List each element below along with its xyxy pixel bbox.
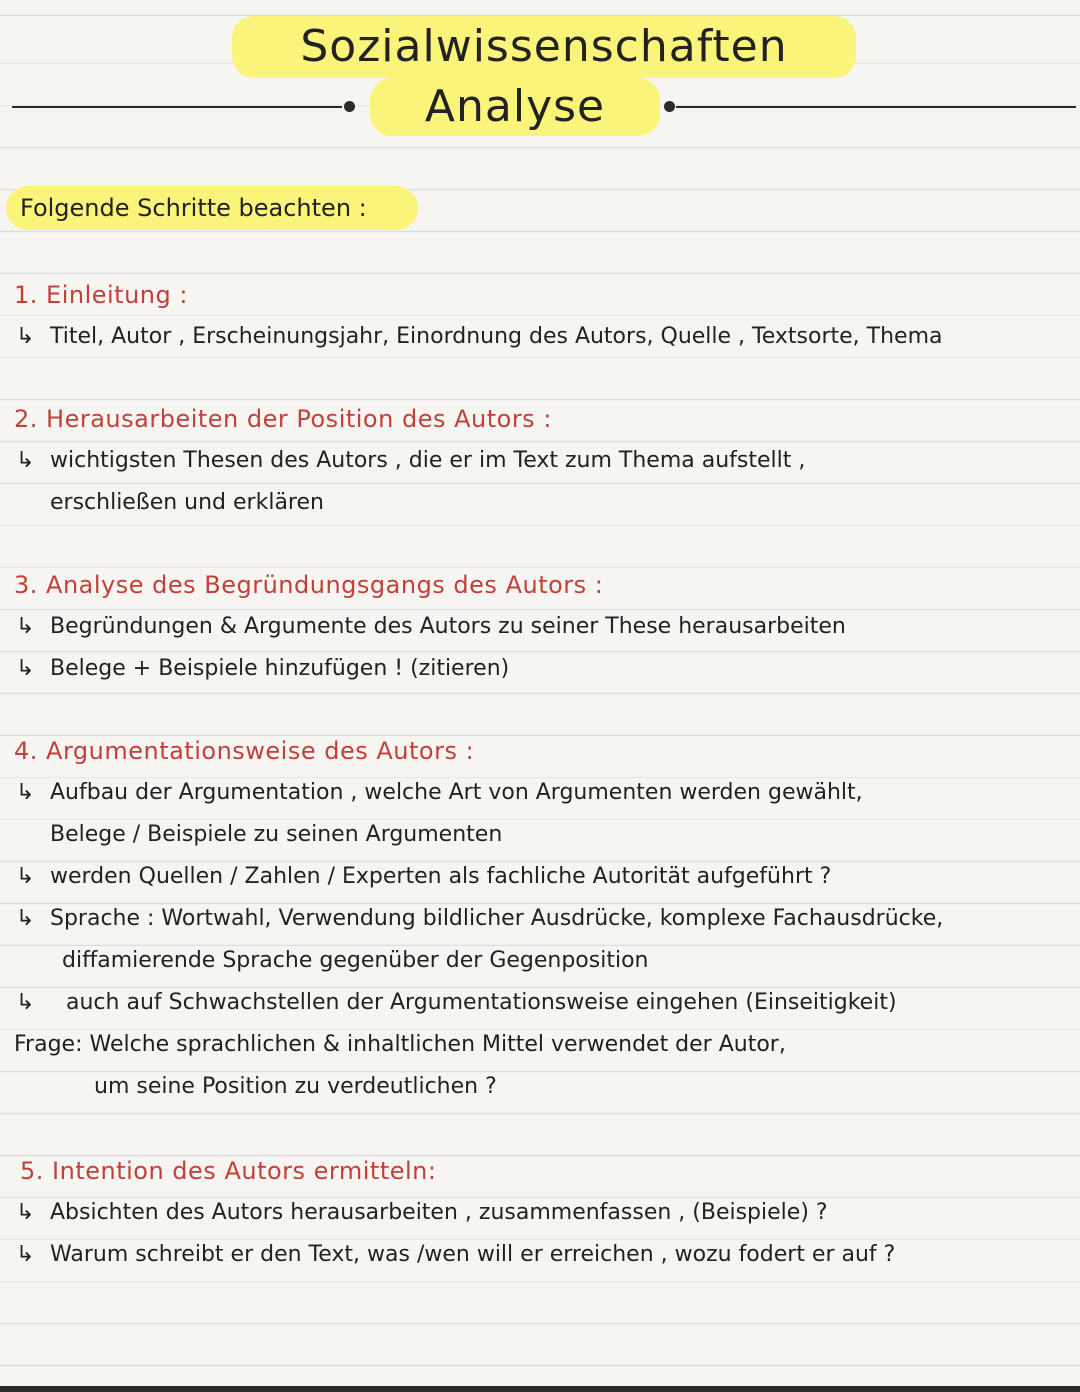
list-item-continuation: diffamierende Sprache gegenüber der Gegenposition	[62, 948, 649, 973]
arrow-icon: ↳	[16, 864, 35, 889]
page-subtitle: Analyse	[370, 78, 660, 136]
section-position	[14, 398, 1064, 524]
list-item-continuation: erschließen und erklären	[50, 490, 324, 515]
intro-label: Folgende Schritte beachten :	[6, 186, 418, 230]
question-continuation: um seine Position zu verdeutlichen ?	[94, 1074, 497, 1099]
arrow-icon: ↳	[16, 1200, 35, 1225]
section-einleitung	[14, 274, 1064, 358]
arrow-icon: ↳	[16, 906, 35, 931]
question-line	[14, 1024, 1064, 1066]
section-begruendung	[14, 564, 1064, 690]
arrow-icon: ↳	[16, 780, 35, 805]
list-item: ↳ Begründungen & Argumente des Autors zu seiner These herausarbeiten	[14, 606, 1064, 648]
arrow-icon: ↳	[16, 656, 35, 681]
list-item: ↳ auch auf Schwachstellen der Argumentationsweise eingehen (Einseitigkeit)	[14, 982, 1064, 1024]
question-label: Frage:	[14, 1032, 83, 1057]
page-bottom-edge	[0, 1386, 1080, 1392]
list-item: ↳ Titel, Autor , Erscheinungsjahr, Einordnung des Autors, Quelle , Textsorte, Thema	[14, 316, 1064, 358]
arrow-icon: ↳	[16, 1242, 35, 1267]
list-item-continuation: Belege / Beispiele zu seinen Argumenten	[50, 822, 503, 847]
list-item: ↳ wichtigsten Thesen des Autors , die er im Text zum Thema aufstellt ,	[14, 440, 1064, 482]
question-text: Welche sprachlichen & inhaltlichen Mittel verwendet der Autor,	[89, 1032, 786, 1057]
list-item: ↳ werden Quellen / Zahlen / Experten als fachliche Autorität aufgeführt ?	[14, 856, 1064, 898]
list-item: ↳ Aufbau der Argumentation , welche Art von Argumenten werden gewählt,	[14, 772, 1064, 814]
title-rule-right	[676, 106, 1076, 108]
page-title: Sozialwissenschaften	[232, 16, 856, 78]
section-heading: 2. Herausarbeiten der Position des Autors :	[14, 405, 552, 433]
list-item: ↳ Belege + Beispiele hinzufügen ! (zitieren)	[14, 648, 1064, 690]
section-heading: 1. Einleitung :	[14, 281, 188, 309]
section-heading: 4. Argumentationsweise des Autors :	[14, 737, 475, 765]
title-dot-left	[344, 101, 355, 112]
title-dot-right	[664, 101, 675, 112]
list-item: ↳ Sprache : Wortwahl, Verwendung bildlicher Ausdrücke, komplexe Fachausdrücke,	[14, 898, 1064, 940]
section-argumentationsweise	[14, 730, 1064, 1108]
arrow-icon: ↳	[16, 614, 35, 639]
list-item: ↳ Warum schreibt er den Text, was /wen will er erreichen , wozu fodert er auf ?	[14, 1234, 1064, 1276]
title-rule-left	[12, 106, 342, 108]
section-intention	[14, 1150, 1064, 1276]
list-item: ↳ Absichten des Autors herausarbeiten , zusammenfassen , (Beispiele) ?	[14, 1192, 1064, 1234]
section-heading: 3. Analyse des Begründungsgangs des Autors :	[14, 571, 604, 599]
arrow-icon: ↳	[16, 990, 35, 1015]
arrow-icon: ↳	[16, 324, 35, 349]
arrow-icon: ↳	[16, 448, 35, 473]
section-heading: 5. Intention des Autors ermitteln:	[20, 1157, 437, 1185]
